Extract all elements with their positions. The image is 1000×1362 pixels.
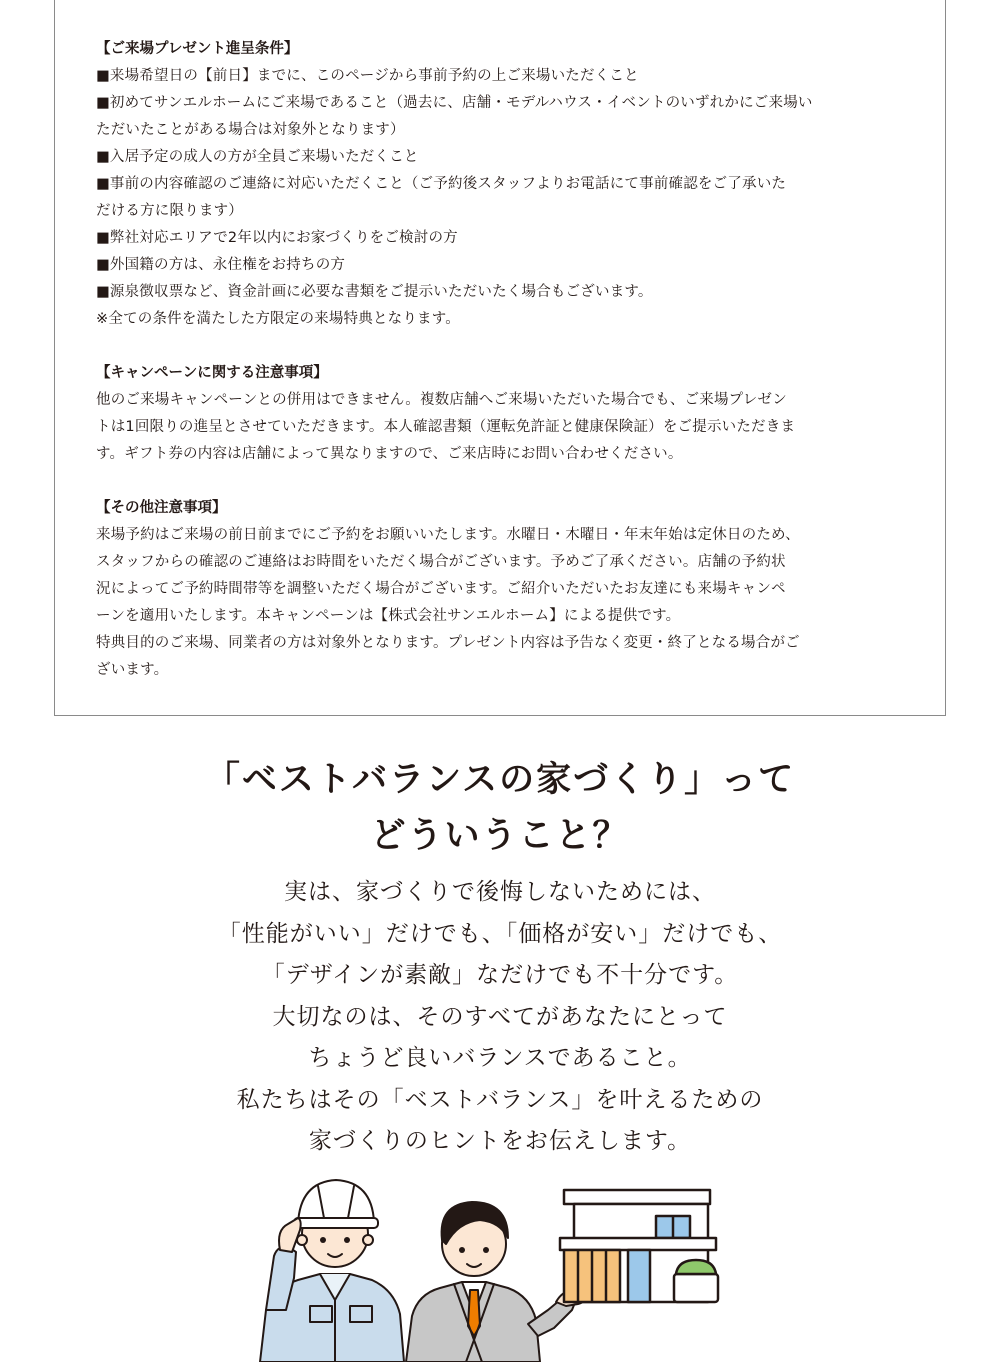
notice-heading: 【キャンペーンに関する注意事項】 <box>96 365 328 381</box>
notice-heading: 【ご来場プレゼント進呈条件】 <box>96 41 299 57</box>
body-line: 家づくりのヒントをお伝えします。 <box>308 1128 692 1154</box>
notice-section-other <box>96 495 907 684</box>
body-line: 実は、家づくりで後悔しないためには、 <box>284 879 716 905</box>
notice-line: スタッフからの確認のご連絡はお時間をいただく場合がございます。予めご了承ください。店舗の予約状 <box>96 554 786 570</box>
notice-box <box>54 0 946 716</box>
staff-and-house-illustration <box>258 1160 728 1362</box>
notice-line: ざいます。 <box>96 662 169 678</box>
body-line: 大切なのは、そのすべてがあなたにとって <box>272 1003 728 1030</box>
notice-line: ■事前の内容確認のご連絡に対応いただくこと（ご予約後スタッフよりお電話にて事前確認をご了承いた <box>96 176 787 192</box>
construction-worker-figure <box>260 1180 404 1362</box>
body-line: 「デザインが素敵」なだけでも不十分です。 <box>261 962 739 988</box>
best-balance-section <box>0 752 1000 1163</box>
notice-section-conditions <box>96 36 907 333</box>
notice-line: 他のご来場キャンペーンとの併用はできません。複数店舗へご来場いただいた場合でも、ご来場プレゼン <box>96 392 787 408</box>
notice-line: ■来場希望日の【前日】までに、このページから事前予約の上ご来場いただくこと <box>96 68 639 84</box>
body-line: 「性能がいい」だけでも、「価格が安い」だけでも、 <box>217 920 783 947</box>
notice-line: 特典目的のご来場、同業者の方は対象外となります。プレゼント内容は予告なく変更・終了となる場合がご <box>96 635 800 651</box>
body-line: ちょうど良いバランスであること。 <box>308 1045 692 1071</box>
notice-section-campaign <box>96 360 907 468</box>
body-line: 私たちはその「ベストバランス」を叶えるための <box>236 1086 764 1113</box>
notice-line: ■初めてサンエルホームにご来場であること（過去に、店舗・モデルハウス・イベントのいずれかにご来場い <box>96 95 813 111</box>
notice-line: ただいたことがある場合は対象外となります） <box>96 122 405 138</box>
notice-line: トは1回限りの進呈とさせていただきます。本人確認書類（運転免許証と健康保険証）をご提示いただきま <box>96 419 796 435</box>
notice-line: ■外国籍の方は、永住権をお持ちの方 <box>96 257 346 273</box>
notice-line: ーンを適用いたします。本キャンペーンは【株式会社サンエルホーム】による提供です。 <box>96 608 681 624</box>
house-icon <box>560 1190 718 1302</box>
notice-line: ■入居予定の成人の方が全員ご来場いただくこと <box>96 149 419 165</box>
headline-line: どういうこと？ <box>370 816 630 856</box>
notice-line: ■弊社対応エリアで2年以内にお家づくりをご検討の方 <box>96 230 458 246</box>
notice-line: ※全ての条件を満たした方限定の来場特典となります。 <box>96 311 460 327</box>
headline-line: 「ベストバランスの家づくり」って <box>204 760 796 800</box>
businessman-figure <box>406 1202 584 1362</box>
notice-line: だける方に限ります） <box>96 203 243 219</box>
notice-line: 来場予約はご来場の前日前までにご予約をお願いいたします。水曜日・木曜日・年末年始は定休日のため、 <box>96 527 800 543</box>
notice-line: ■源泉徴収票など、資金計画に必要な書類をご提示いただいたく場合もございます。 <box>96 284 653 300</box>
body-text <box>0 872 1000 1163</box>
notice-heading: 【その他注意事項】 <box>96 500 227 516</box>
notice-line: 況によってご予約時間帯等を調整いただく場合がございます。ご紹介いただいたお友達にも来場キャンペ <box>96 581 786 597</box>
notice-line: す。ギフト券の内容は店舗によって異なりますので、ご来店時にお問い合わせください。 <box>96 446 683 462</box>
